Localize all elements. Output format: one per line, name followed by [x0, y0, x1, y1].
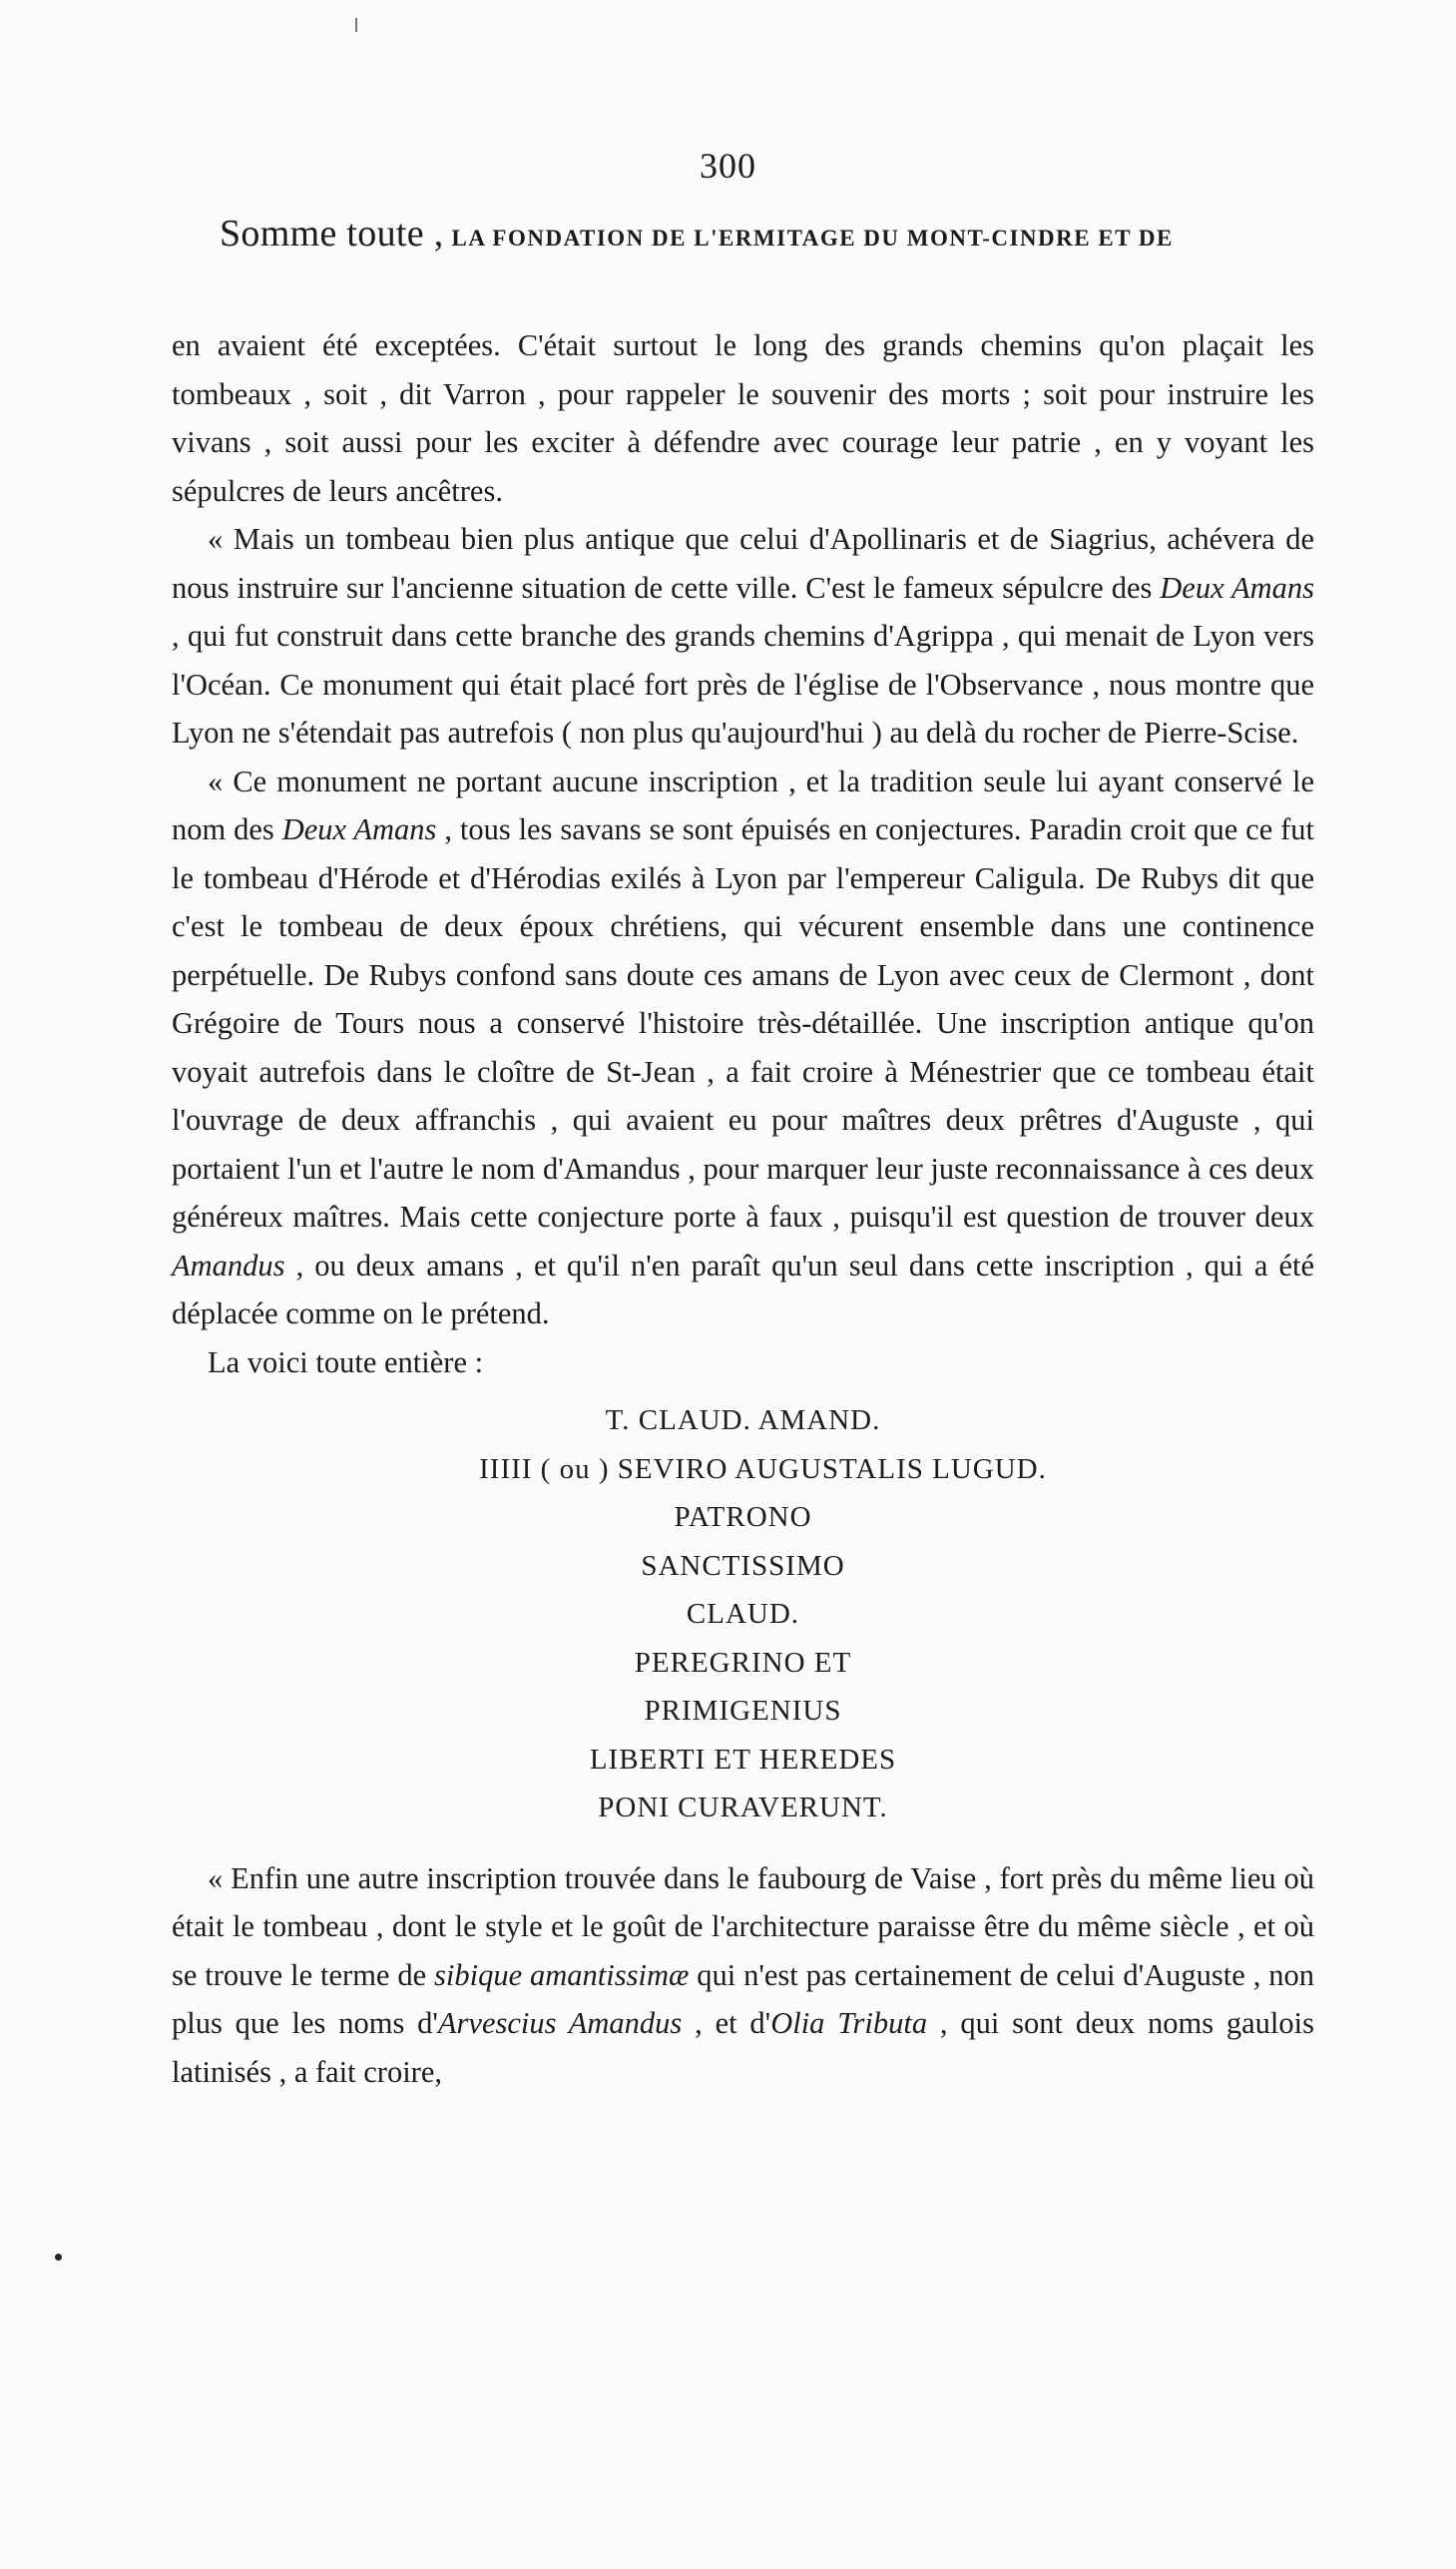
paragraph-5-italic-a: sibique amantissimæ — [434, 1957, 690, 1992]
paragraph-2-text-a: « Mais un tombeau bien plus antique que celui d'Apollinaris et de Siagrius, achévera de nous instruire sur l'ancienne situation de cette ville. C'est le fameux sépulcre des — [172, 522, 1314, 605]
inscription-line: PONI CURAVERUNT. — [598, 1792, 888, 1823]
inscription-line: T. CLAUD. AMAND. — [605, 1404, 881, 1436]
ink-dot — [55, 2254, 62, 2261]
paragraph-3-italic-b: Amandus — [172, 1248, 285, 1283]
paragraph-1: en avaient été exceptées. C'était surtout le long des grands chemins qu'on plaçait les tombeaux , soit , dit Varron , pour rappeler le souvenir des morts ; soit pour instruire les vivans , soit aussi pour les exciter à défendre avec courage leur patrie , en y voyant les sépulcres de leurs ancêtres. — [172, 328, 1314, 508]
inscription-line: CLAUD. — [686, 1598, 800, 1630]
paragraph-5-text-d: , qui sont deux noms gaulois latinisés , a fait croire, — [172, 2006, 1314, 2089]
page-number: 300 — [700, 146, 756, 186]
paragraph-3-italic-a: Deux Amans — [281, 812, 437, 846]
inscription-line: SANCTISSIMO — [641, 1549, 845, 1582]
paragraph-3-text-a: « Ce monument ne portant aucune inscription , et la tradition seule lui ayant conservé le nom des — [172, 764, 1314, 846]
paragraph-4: La voici toute entière : — [208, 1344, 484, 1379]
running-header-lead: Somme toute , — [220, 213, 444, 255]
paragraph-5 — [172, 1854, 1314, 2097]
inscription-line: PRIMIGENIUS — [644, 1695, 842, 1727]
paragraph-2-text-b: , qui fut construit dans cette branche des grands chemins d'Agrippa , qui menait de Lyon vers l'Océan. Ce monument qui était placé fort près de l'église de l'Observance , nous montre que Lyon ne s'étendait pas autrefois ( non plus qu'aujourd'hui ) au delà du rocher de Pierre-Scise. — [172, 619, 1314, 750]
paragraph-5-text-a: « Enfin une autre inscription trouvée dans le faubourg de Vaise , fort près du même lieu où était le tombeau , dont le style et le goût de l'architecture paraisse être du même siècle , et où se trouve le terme de — [172, 1860, 1314, 1992]
inscription-line: LIBERTI ET HEREDES — [589, 1743, 897, 1776]
paragraph-5-italic-b: Arvescius Amandus — [437, 2006, 683, 2040]
body-text — [172, 321, 1314, 2096]
running-header — [220, 212, 1332, 256]
paragraph-5-text-b: qui n'est pas certainement de celui d'Auguste , non plus que les noms d' — [172, 1957, 1314, 2040]
inscription-line: IIIII ( ou ) SEVIRO AUGUSTALIS LUGUD. — [479, 1452, 1047, 1485]
paragraph-3-text-b: , tous les savans se sont épuisés en conjectures. Paradin croit que ce fut le tombeau d'Hérode et d'Hérodias exilés à Lyon par l'empereur Caligula. De Rubys dit que c'est le tombeau de deux époux chrétiens, qui vécurent ensemble dans une continence perpétuelle. De Rubys confond sans doute ces amans de Lyon avec ceux de Clermont , dont Grégoire de Tours nous a conservé l'histoire très-détaillée. Une inscription antique qu'on voyait autrefois dans le cloître de St-Jean , a fait croire à Ménestrier que ce tombeau était l'ouvrage de deux affranchis , qui avaient eu pour maîtres deux prêtres d'Auguste , qui portaient l'un et l'autre le nom d'Amandus , pour marquer leur juste reconnaissance à ces deux généreux maîtres. Mais cette conjecture porte à faux , puisqu'il est question de trouver deux — [172, 812, 1315, 1234]
paragraph-2 — [172, 515, 1314, 758]
inscription-line: PATRONO — [674, 1501, 812, 1533]
paragraph-3-text-c: , ou deux amans , et qu'il n'en paraît qu'un seul dans cette inscription , qui a été déplacée comme on le prétend. — [172, 1248, 1314, 1330]
paragraph-5-text-c: , et d' — [682, 2006, 771, 2040]
scan-speck — [355, 18, 357, 32]
paragraph-2-italic-a: Deux Amans — [1160, 570, 1314, 605]
inscription-line: PEREGRINO ET — [634, 1646, 852, 1679]
running-header-title: LA FONDATION DE L'ERMITAGE DU MONT-CINDRE ET DE — [451, 226, 1174, 251]
latin-inscription — [172, 1396, 1314, 1832]
paragraph-5-italic-c: Olia Tributa — [770, 2006, 928, 2040]
paragraph-3 — [172, 758, 1314, 1338]
